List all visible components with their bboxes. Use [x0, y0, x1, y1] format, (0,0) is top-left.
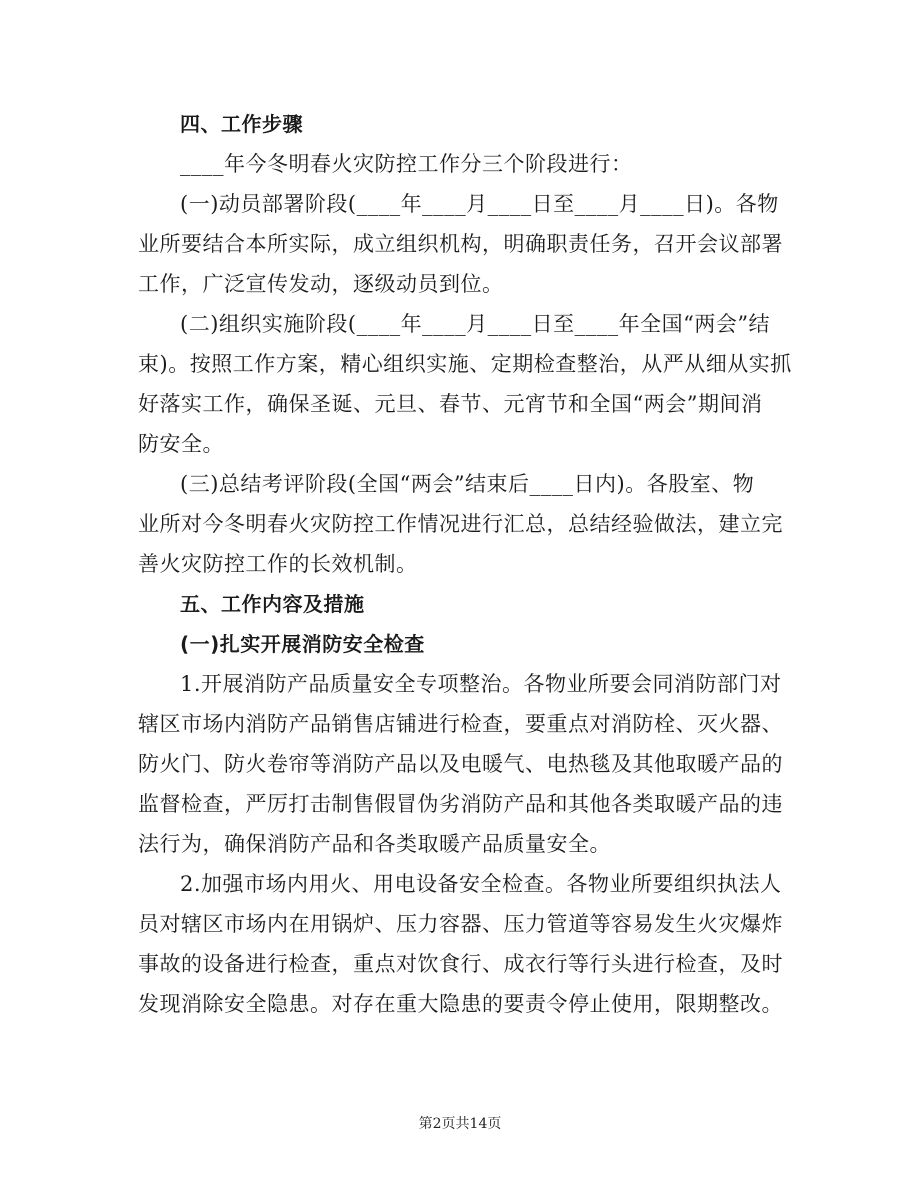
paragraph-line: 防火门、防火卷帘等消防产品以及电暖气、电热毯及其他取暖产品的: [138, 752, 783, 776]
paragraph-line: (一)动员部署阶段(____年____月____日至____月____日)。各物: [180, 192, 779, 216]
paragraph-line: 业所对今冬明春火灾防控工作情况进行汇总，总结经验做法，建立完: [138, 512, 783, 536]
paragraph-line: 事故的设备进行检查，重点对饮食行、成衣行等行头进行检查，及时: [138, 952, 783, 976]
paragraph-line: 善火灾防控工作的长效机制。: [138, 552, 418, 576]
paragraph-line: 工作，广泛宣传发动，逐级动员到位。: [138, 272, 504, 296]
paragraph-line: ____年今冬明春火灾防控工作分三个阶段进行：: [180, 152, 633, 176]
paragraph-line: 监督检查，严厉打击制售假冒伪劣消防产品和其他各类取暖产品的违: [138, 792, 783, 816]
document-body: [138, 104, 792, 1024]
paragraph-line: (三)总结考评阶段(全国“两会”结束后____日内)。各股室、物: [180, 472, 755, 496]
paragraph-line: 1.开展消防产品质量安全专项整治。各物业所要会同消防部门对: [180, 672, 782, 696]
paragraph-line: 业所要结合本所实际，成立组织机构，明确职责任务，召开会议部署: [138, 232, 783, 256]
paragraph-line: 束)。按照工作方案，精心组织实施、定期检查整治，从严从细从实抓: [138, 352, 792, 376]
paragraph-line: 辖区市场内消防产品销售店铺进行检查，要重点对消防栓、灭火器、: [138, 712, 783, 736]
paragraph-line: 好落实工作，确保圣诞、元旦、春节、元宵节和全国“两会”期间消: [138, 392, 763, 416]
paragraph-line: 2.加强市场内用火、用电设备安全检查。各物业所要组织执法人: [180, 872, 782, 896]
paragraph-line: 员对辖区市场内在用锅炉、压力容器、压力管道等容易发生火灾爆炸: [138, 912, 783, 936]
page-number-footer: 第2页共14页: [418, 1116, 502, 1132]
paragraph-line: (二)组织实施阶段(____年____月____日至____年全国“两会”结: [180, 312, 771, 336]
paragraph-line: 防安全。: [138, 432, 224, 456]
paragraph-line: 发现消除安全隐患。对存在重大隐患的要责令停止使用，限期整改。: [138, 992, 783, 1016]
section-heading-steps: 四、工作步骤: [180, 112, 303, 136]
subsection-heading-inspection: (一)扎实开展消防安全检查: [180, 632, 425, 656]
paragraph-line: 法行为，确保消防产品和各类取暖产品质量安全。: [138, 832, 611, 856]
section-heading-measures: 五、工作内容及措施: [180, 592, 365, 616]
